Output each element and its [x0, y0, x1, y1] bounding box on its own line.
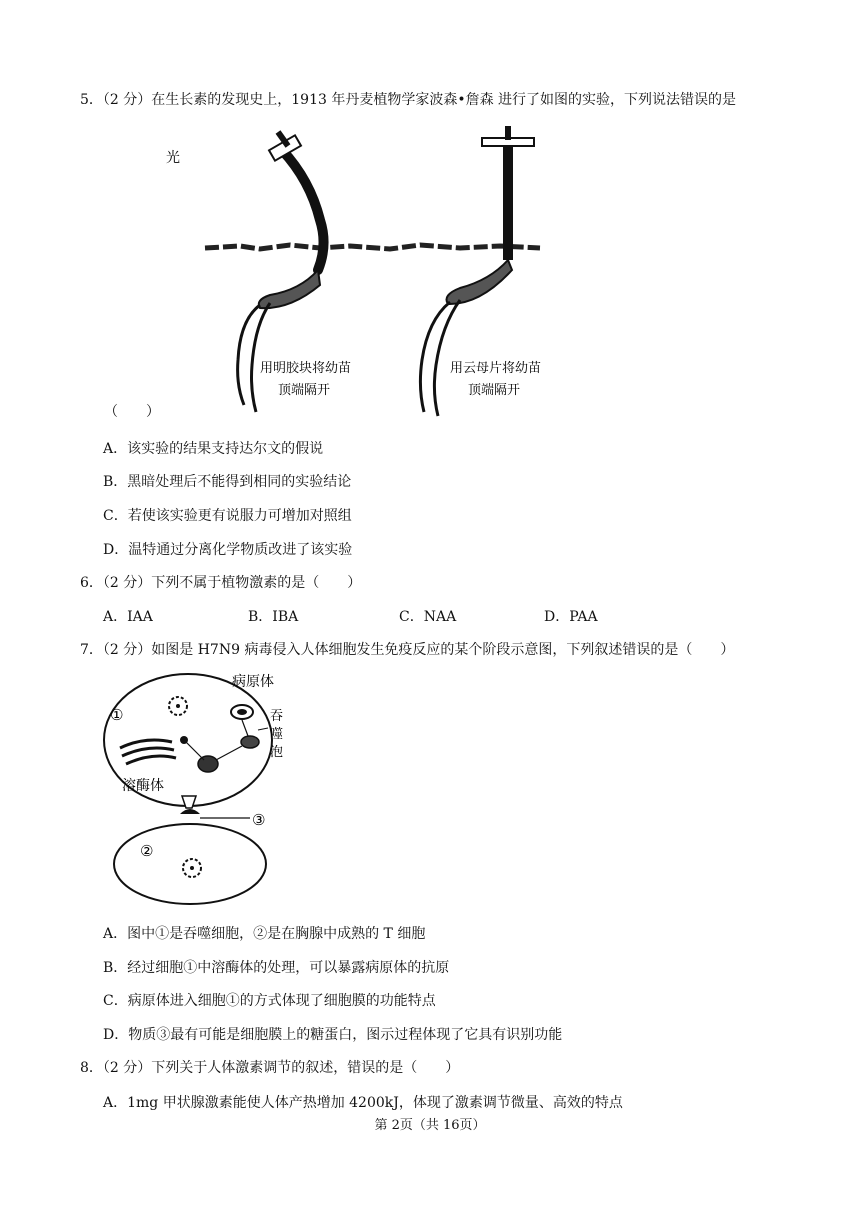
- q8-option-a: A．1mg 甲状腺激素能使人体产热增加 4200kJ，体现了激素调节微量、高效的特点: [103, 1095, 623, 1111]
- q8-stem: 8．（2 分）下列关于人体激素调节的叙述，错误的是（ ）: [80, 1060, 460, 1076]
- q7-option-a: A．图中①是吞噬细胞，②是在胸腺中成熟的 T 细胞: [103, 926, 426, 942]
- phagosome-label-2: 噬: [270, 727, 284, 742]
- q5-option-d: D．温特通过分离化学物质改进了该实验: [103, 542, 353, 558]
- left-root-1: [238, 305, 260, 405]
- soil-line: [205, 245, 540, 249]
- q6-option-a: A．IAA: [103, 609, 153, 625]
- right-caption-1: 用云母片将幼苗: [450, 361, 542, 376]
- q5-option-b: B．黑暗处理后不能得到相同的实验结论: [103, 474, 352, 490]
- phagosome: [241, 736, 259, 748]
- label-3: ③: [252, 811, 266, 829]
- cell-2-label: ②: [140, 842, 154, 860]
- q5-bracket: （ ）: [104, 404, 160, 420]
- q6-option-d: D．PAA: [544, 609, 598, 625]
- q7-option-d: D．物质③最有可能是细胞膜上的糖蛋白，图示过程体现了它具有识别功能: [103, 1027, 563, 1043]
- lysosome-label: 溶酶体: [122, 778, 164, 794]
- q7-option-b: B．经过细胞①中溶酶体的处理，可以暴露病原体的抗原: [103, 960, 450, 976]
- cell-2: [114, 824, 266, 904]
- q6-option-c: C．NAA: [399, 609, 457, 625]
- q5-option-c: C．若使该实验更有说服力可增加对照组: [103, 508, 352, 524]
- left-root-2: [252, 303, 271, 412]
- q6-options: [0, 607, 860, 627]
- lysosome: [198, 756, 218, 772]
- page-footer: 第 2页（共 16页）: [374, 1118, 486, 1133]
- left-seed: [259, 270, 320, 308]
- right-caption-2: 顶端隔开: [468, 383, 521, 398]
- q5-option-a: A．该实验的结果支持达尔文的假说: [103, 441, 324, 457]
- q5-figure: [160, 120, 580, 420]
- receptor-3: [180, 809, 200, 814]
- left-caption-2: 顶端隔开: [278, 383, 331, 398]
- q6-stem: 6．（2 分）下列不属于植物激素的是（ ）: [80, 575, 362, 591]
- q5-stem: 5．（2 分）在生长素的发现史上，1913 年丹麦植物学家波森•詹森 进行了如图的实验，下列说法错误的是: [80, 92, 737, 108]
- phagosome-label-3: 泡: [270, 745, 284, 760]
- pathogen-label: 病原体: [232, 674, 274, 690]
- left-coleoptile: [282, 150, 324, 270]
- q7-figure: [100, 668, 290, 908]
- endoplasmic-reticulum: [120, 740, 176, 764]
- right-seed: [447, 260, 513, 304]
- q7-option-c: C．病原体进入细胞①的方式体现了细胞膜的功能特点: [103, 993, 436, 1009]
- cell-1-label: ①: [110, 706, 124, 724]
- q7-stem: 7．（2 分）如图是 H7N9 病毒侵入人体细胞发生免疫反应的某个阶段示意图，下列叙述错误的是（ ）: [80, 642, 735, 658]
- left-caption-1: 用明胶块将幼苗: [260, 361, 352, 376]
- light-label: 光: [166, 150, 180, 166]
- phagosome-label-1: 吞: [270, 709, 284, 724]
- q6-option-b: B．IBA: [248, 609, 299, 625]
